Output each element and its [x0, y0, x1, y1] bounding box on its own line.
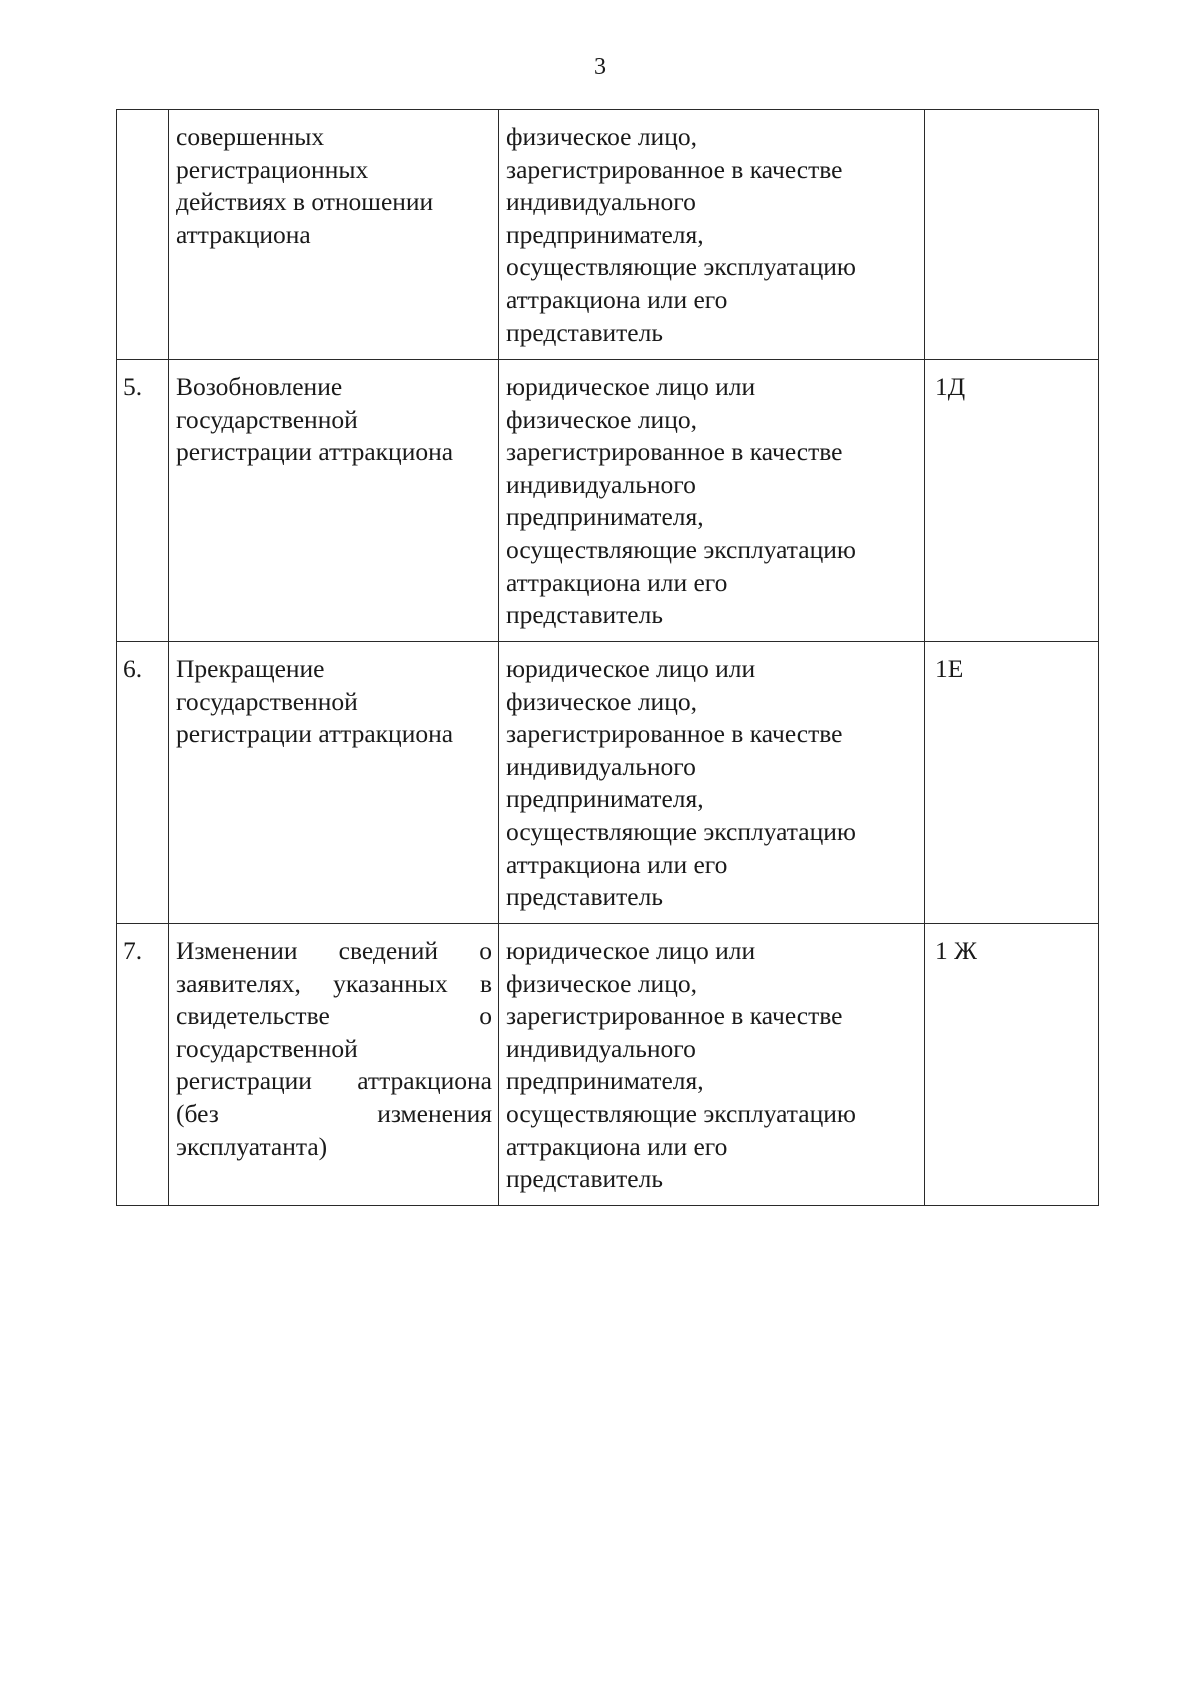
applicant-line: осуществляющие эксплуатацию: [506, 1098, 856, 1128]
applicant-line: зарегистрированное в качестве: [506, 1001, 843, 1031]
service-name-line: (без изменения: [176, 1098, 492, 1128]
applicant-line: физическое лицо,: [506, 122, 697, 151]
applicant-line: аттракциона или его: [506, 1131, 728, 1161]
form-code: 1 Ж: [925, 924, 1099, 1206]
table-row: [117, 110, 1099, 360]
service-name-line: совершенных: [176, 122, 325, 151]
applicant-line: индивидуального: [506, 751, 696, 781]
applicant-line: зарегистрированное в качестве: [506, 154, 843, 184]
service-name-line: свидетельстве о: [176, 1001, 492, 1031]
row-number: [117, 110, 169, 360]
service-name-line: Изменении сведений о: [176, 936, 492, 965]
applicant-cell: [499, 110, 925, 360]
applicant-line: предпринимателя,: [506, 502, 704, 532]
applicant-line: предпринимателя,: [506, 219, 704, 249]
service-name-line: регистрации аттракциона: [176, 437, 454, 467]
applicant-cell: [499, 642, 925, 924]
applicant-line: аттракциона или его: [506, 849, 728, 879]
applicant-line: физическое лицо,: [506, 686, 697, 716]
applicant-cell: [499, 924, 925, 1206]
applicant-line: юридическое лицо или: [506, 372, 756, 401]
service-name-line: действиях в отношении: [176, 187, 434, 217]
applicant-line: юридическое лицо или: [506, 936, 756, 965]
applicant-line: предпринимателя,: [506, 784, 704, 814]
form-code: 1Е: [925, 642, 1099, 924]
services-table: [116, 109, 1099, 1206]
service-name-cell: [169, 110, 499, 360]
service-name-line: регистрационных: [176, 154, 369, 184]
applicant-line: представитель: [506, 1164, 663, 1194]
table-row: [117, 360, 1099, 642]
applicant-line: зарегистрированное в качестве: [506, 719, 843, 749]
applicant-line: юридическое лицо или: [506, 654, 756, 683]
service-name-line: заявителях, указанных в: [176, 968, 492, 998]
service-name-line: аттракциона: [176, 219, 311, 249]
applicant-line: индивидуального: [506, 469, 696, 499]
applicant-line: аттракциона или его: [506, 567, 728, 597]
row-number: 7.: [117, 924, 169, 1206]
service-name-line: государственной: [176, 686, 358, 716]
page-number: 3: [594, 54, 606, 80]
service-name-line: регистрации аттракциона: [176, 719, 454, 749]
service-name-line: государственной: [176, 404, 358, 434]
applicant-cell: [499, 360, 925, 642]
applicant-line: представитель: [506, 317, 663, 347]
row-number: 5.: [117, 360, 169, 642]
applicant-line: индивидуального: [506, 1033, 696, 1063]
service-name-line: эксплуатанта): [176, 1131, 328, 1161]
form-code: 1Д: [925, 360, 1099, 642]
applicant-line: представитель: [506, 882, 663, 912]
applicant-line: осуществляющие эксплуатацию: [506, 534, 856, 564]
service-name-cell: [169, 360, 499, 642]
applicant-line: физическое лицо,: [506, 968, 697, 998]
row-number: 6.: [117, 642, 169, 924]
applicant-line: аттракциона или его: [506, 284, 728, 314]
applicant-line: физическое лицо,: [506, 404, 697, 434]
applicant-line: осуществляющие эксплуатацию: [506, 816, 856, 846]
table-row: [117, 642, 1099, 924]
applicant-line: представитель: [506, 600, 663, 630]
applicant-line: индивидуального: [506, 187, 696, 217]
table-row: [117, 924, 1099, 1206]
service-name-cell: [169, 924, 499, 1206]
service-name-line: Прекращение: [176, 654, 325, 683]
service-name-cell: [169, 642, 499, 924]
service-name-line: регистрации аттракциона: [176, 1066, 492, 1096]
applicant-line: осуществляющие эксплуатацию: [506, 252, 856, 282]
applicant-line: предпринимателя,: [506, 1066, 704, 1096]
service-name-line: государственной: [176, 1033, 358, 1063]
applicant-line: зарегистрированное в качестве: [506, 437, 843, 467]
service-name-line: Возобновление: [176, 372, 343, 401]
form-code: [925, 110, 1099, 360]
